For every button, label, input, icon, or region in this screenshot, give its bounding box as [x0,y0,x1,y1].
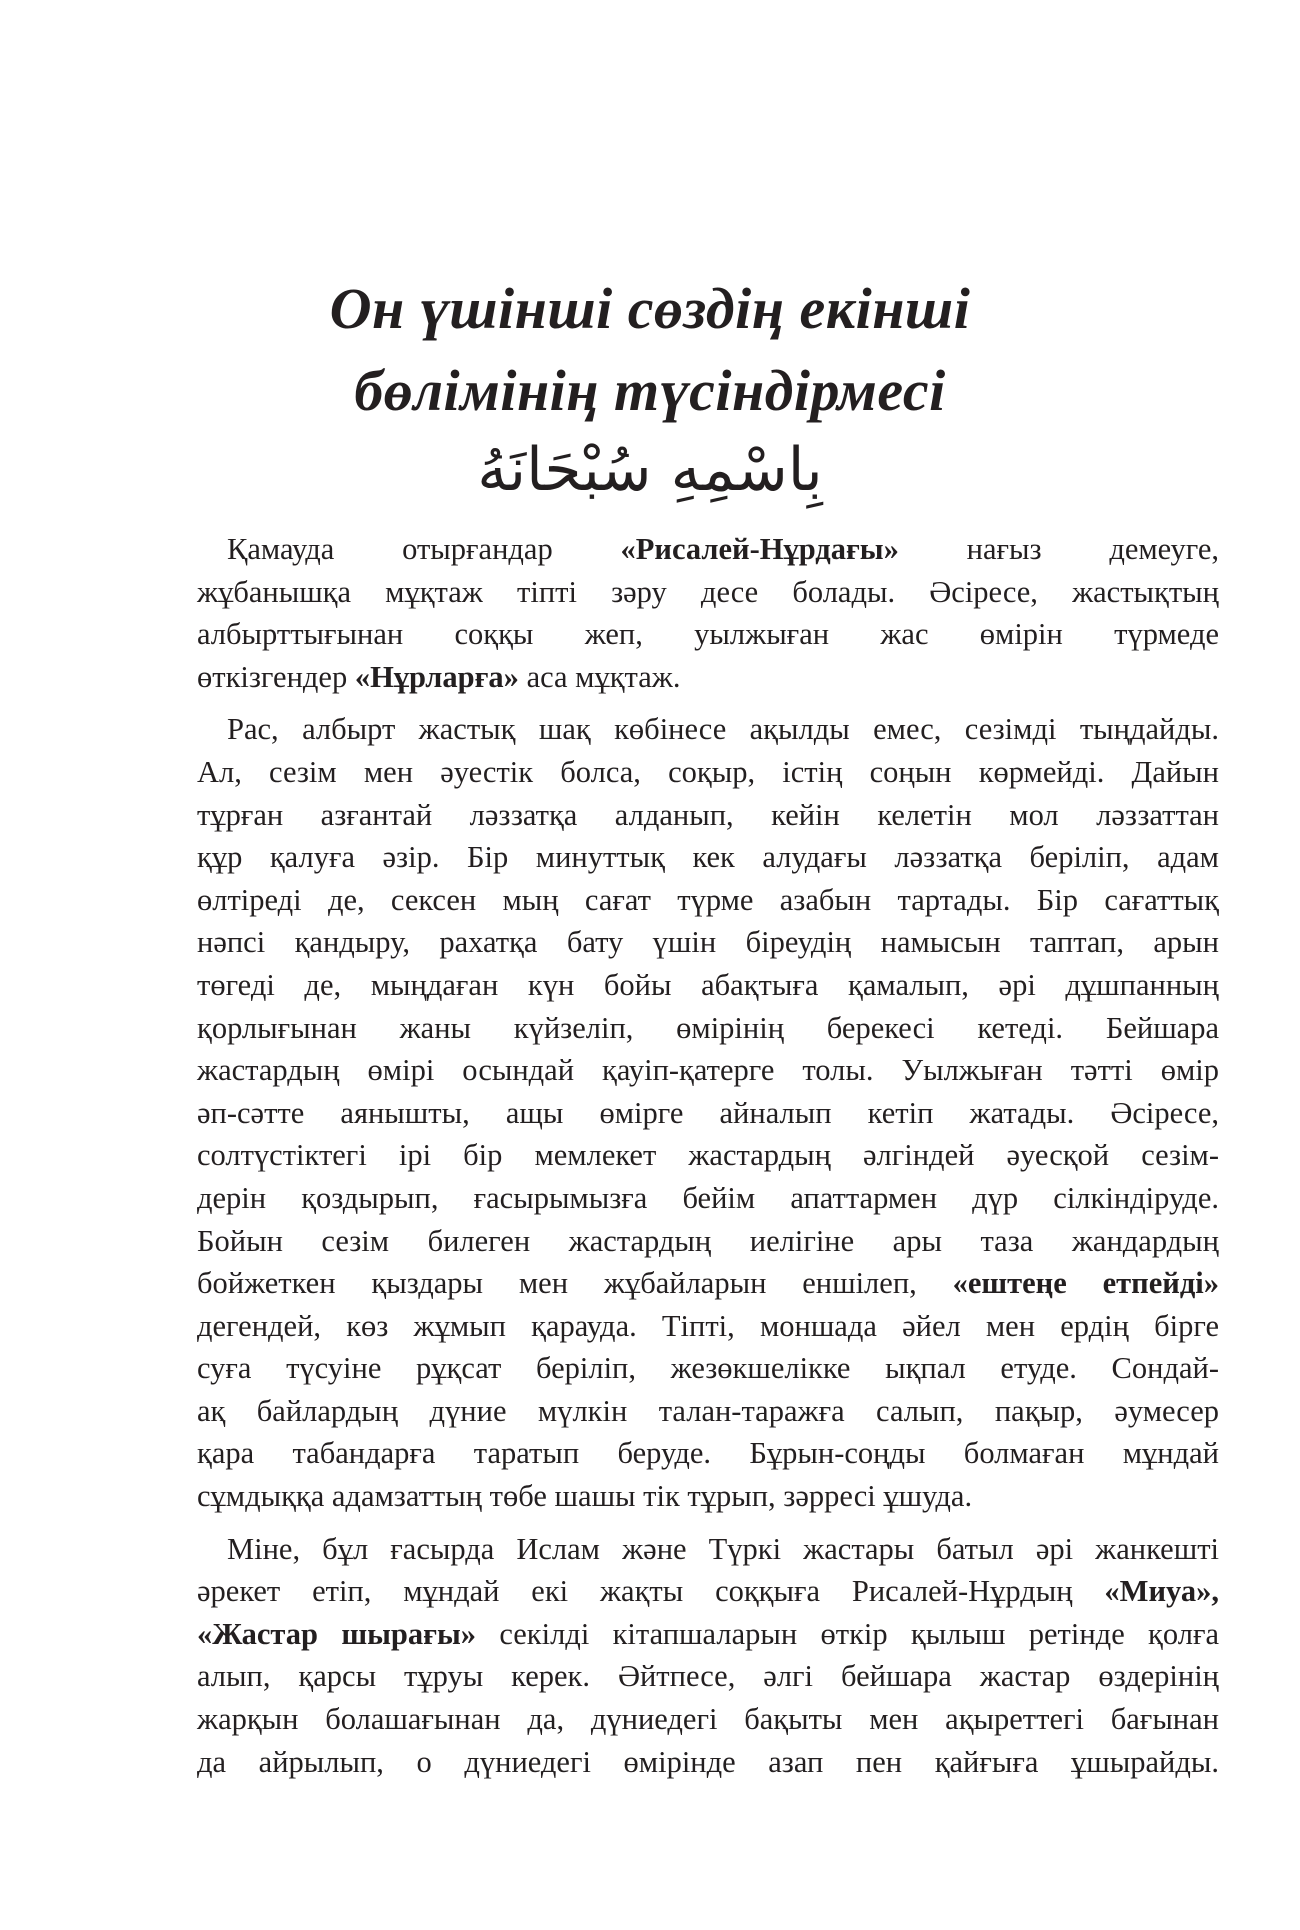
text-line [197,964,1219,1007]
text-segment: Бойын сезім билеген жастардың иелігіне ары таза жандардың [197,1223,1219,1258]
text-line [197,613,1219,656]
text-line [197,1570,1219,1613]
text-line [197,1432,1219,1475]
text-segment: солтүстіктегі ірі бір мемлекет жастардың әлгіндей әуесқой сезім- [197,1138,1219,1173]
arabic-basmala: بِاسْمِهِ سُبْحَانَهُ [477,435,823,505]
text-segment: Ал, сезім мен әуестік болса, соқыр, істің соңын көрмейді. Дайын [197,754,1219,789]
text-line [197,836,1219,879]
text-segment: әрекет етіп, мұндай екі жақты соққыға Рисалей-Нұрдың [197,1574,1105,1609]
text-segment: жұбанышқа мұқтаж тіпті зәру десе болады. Әсіресе, жастықтың [197,574,1219,609]
bold-text: «Миуа», [1104,1574,1219,1609]
paragraph [197,528,1219,698]
text-segment: Міне, бұл ғасырда Ислам және Түркі жастары батыл әрі жанкешті [227,1531,1219,1566]
text-segment: дегендей, көз жұмып қарауда. Тіпті, моншада әйел мен ердің бірге [197,1308,1219,1343]
text-line [197,921,1219,964]
text-segment: жастардың өмірі осындай қауіп-қатерге толы. Уылжыған тәтті өмір [197,1053,1219,1088]
bold-text: «Рисалей-Нұрдағы» [620,532,899,566]
text-line [197,1262,1219,1305]
text-line [197,1092,1219,1135]
text-line [197,1390,1219,1433]
text-line [197,1305,1219,1348]
text-segment: ақ байлардың дүние мүлкін талан-таражға салып, пақыр, әумесер [197,1393,1219,1428]
text-line [197,1613,1219,1656]
text-line [197,1007,1219,1050]
text-segment: өлтіреді де, сексен мың сағат түрме азабын тартады. Бір сағаттық [197,882,1219,917]
text-segment: тұрған азғантай ләззатқа алданып, кейін келетін мол ләззаттан [197,797,1219,832]
text-line [197,571,1219,614]
text-segment: да айрылып, о дүниедегі өмірінде азап пен қайғыға ұшырайды. [197,1744,1219,1779]
paragraph [197,708,1219,1517]
text-line [197,1655,1219,1698]
text-segment: бойжеткен қыздары мен жұбайларын еншілеп, [197,1266,953,1301]
text-line [197,1475,1219,1518]
title-line-2: бөлімінің түсіндірмесі [354,358,946,423]
text-line [197,751,1219,794]
text-line [197,1741,1219,1784]
text-segment: суға түсуіне рұқсат беріліп, жезөкшелікке ықпал етуде. Сондай- [197,1351,1219,1386]
text-line [197,1220,1219,1263]
text-segment: нағыз демеуге, [898,532,1219,566]
paragraph [197,1528,1219,1784]
text-line [197,1049,1219,1092]
text-segment: қорлығынан жаны күйзеліп, өмірінің берекесі кетеді. Бейшара [197,1010,1219,1045]
text-segment: аса мұқтаж. [518,659,681,694]
text-line [197,656,1219,699]
bold-text: «ештеңе етпейді» [952,1266,1219,1301]
text-segment: алып, қарсы тұруы керек. Әйтпесе, әлгі бейшара жастар өздерінің [197,1659,1219,1694]
page-title [200,268,1100,432]
text-segment: дерін қоздырып, ғасырымызға бейім апаттармен дүр сілкіндіруде. [197,1180,1219,1215]
body-text [197,528,1219,1793]
text-segment: секілді кітапшаларын өткір қылыш ретінде қолға [476,1616,1219,1651]
text-segment: құр қалуға әзір. Бір минуттық кек алудағы ләззатқа беріліп, адам [197,840,1219,875]
text-segment: қара табандарға таратып беруде. Бұрын-соңды болмаған мұндай [197,1436,1219,1471]
text-segment: албырттығынан соққы жеп, уылжыған жас өмірін түрмеде [197,617,1219,652]
text-segment: нәпсі қандыру, рахатқа бату үшін біреудің намысын таптап, арын [197,925,1219,960]
text-line [197,1177,1219,1220]
title-line-1: Он үшінші сөздің екінші [329,276,971,341]
text-line [197,708,1219,751]
text-line [197,794,1219,837]
text-segment: әп-сәтте аянышты, ащы өмірге айналып кетіп жатады. Әсіресе, [197,1095,1219,1130]
text-line [197,1347,1219,1390]
bold-text: «Жастар шырағы» [197,1616,477,1651]
text-line [197,1698,1219,1741]
text-segment: төгеді де, мыңдаған күн бойы абақтыға қамалып, әрі дұшпанның [197,967,1219,1002]
text-line [197,879,1219,922]
text-segment: Рас, албырт жастық шақ көбінесе ақылды емес, сезімді тыңдайды. [227,712,1219,747]
text-segment: жарқын болашағынан да, дүниедегі бақыты мен ақыреттегі бағынан [197,1702,1219,1737]
text-line [197,528,1219,571]
bold-text: «Нұрларға» [354,659,519,694]
text-line [197,1528,1219,1571]
text-segment: сұмдыққа адамзаттың төбе шашы тік тұрып, зәрресі ұшуда. [197,1479,973,1514]
text-segment: өткізгендер [197,659,355,694]
text-segment: Қамауда отырғандар [227,532,621,566]
text-line [197,1134,1219,1177]
